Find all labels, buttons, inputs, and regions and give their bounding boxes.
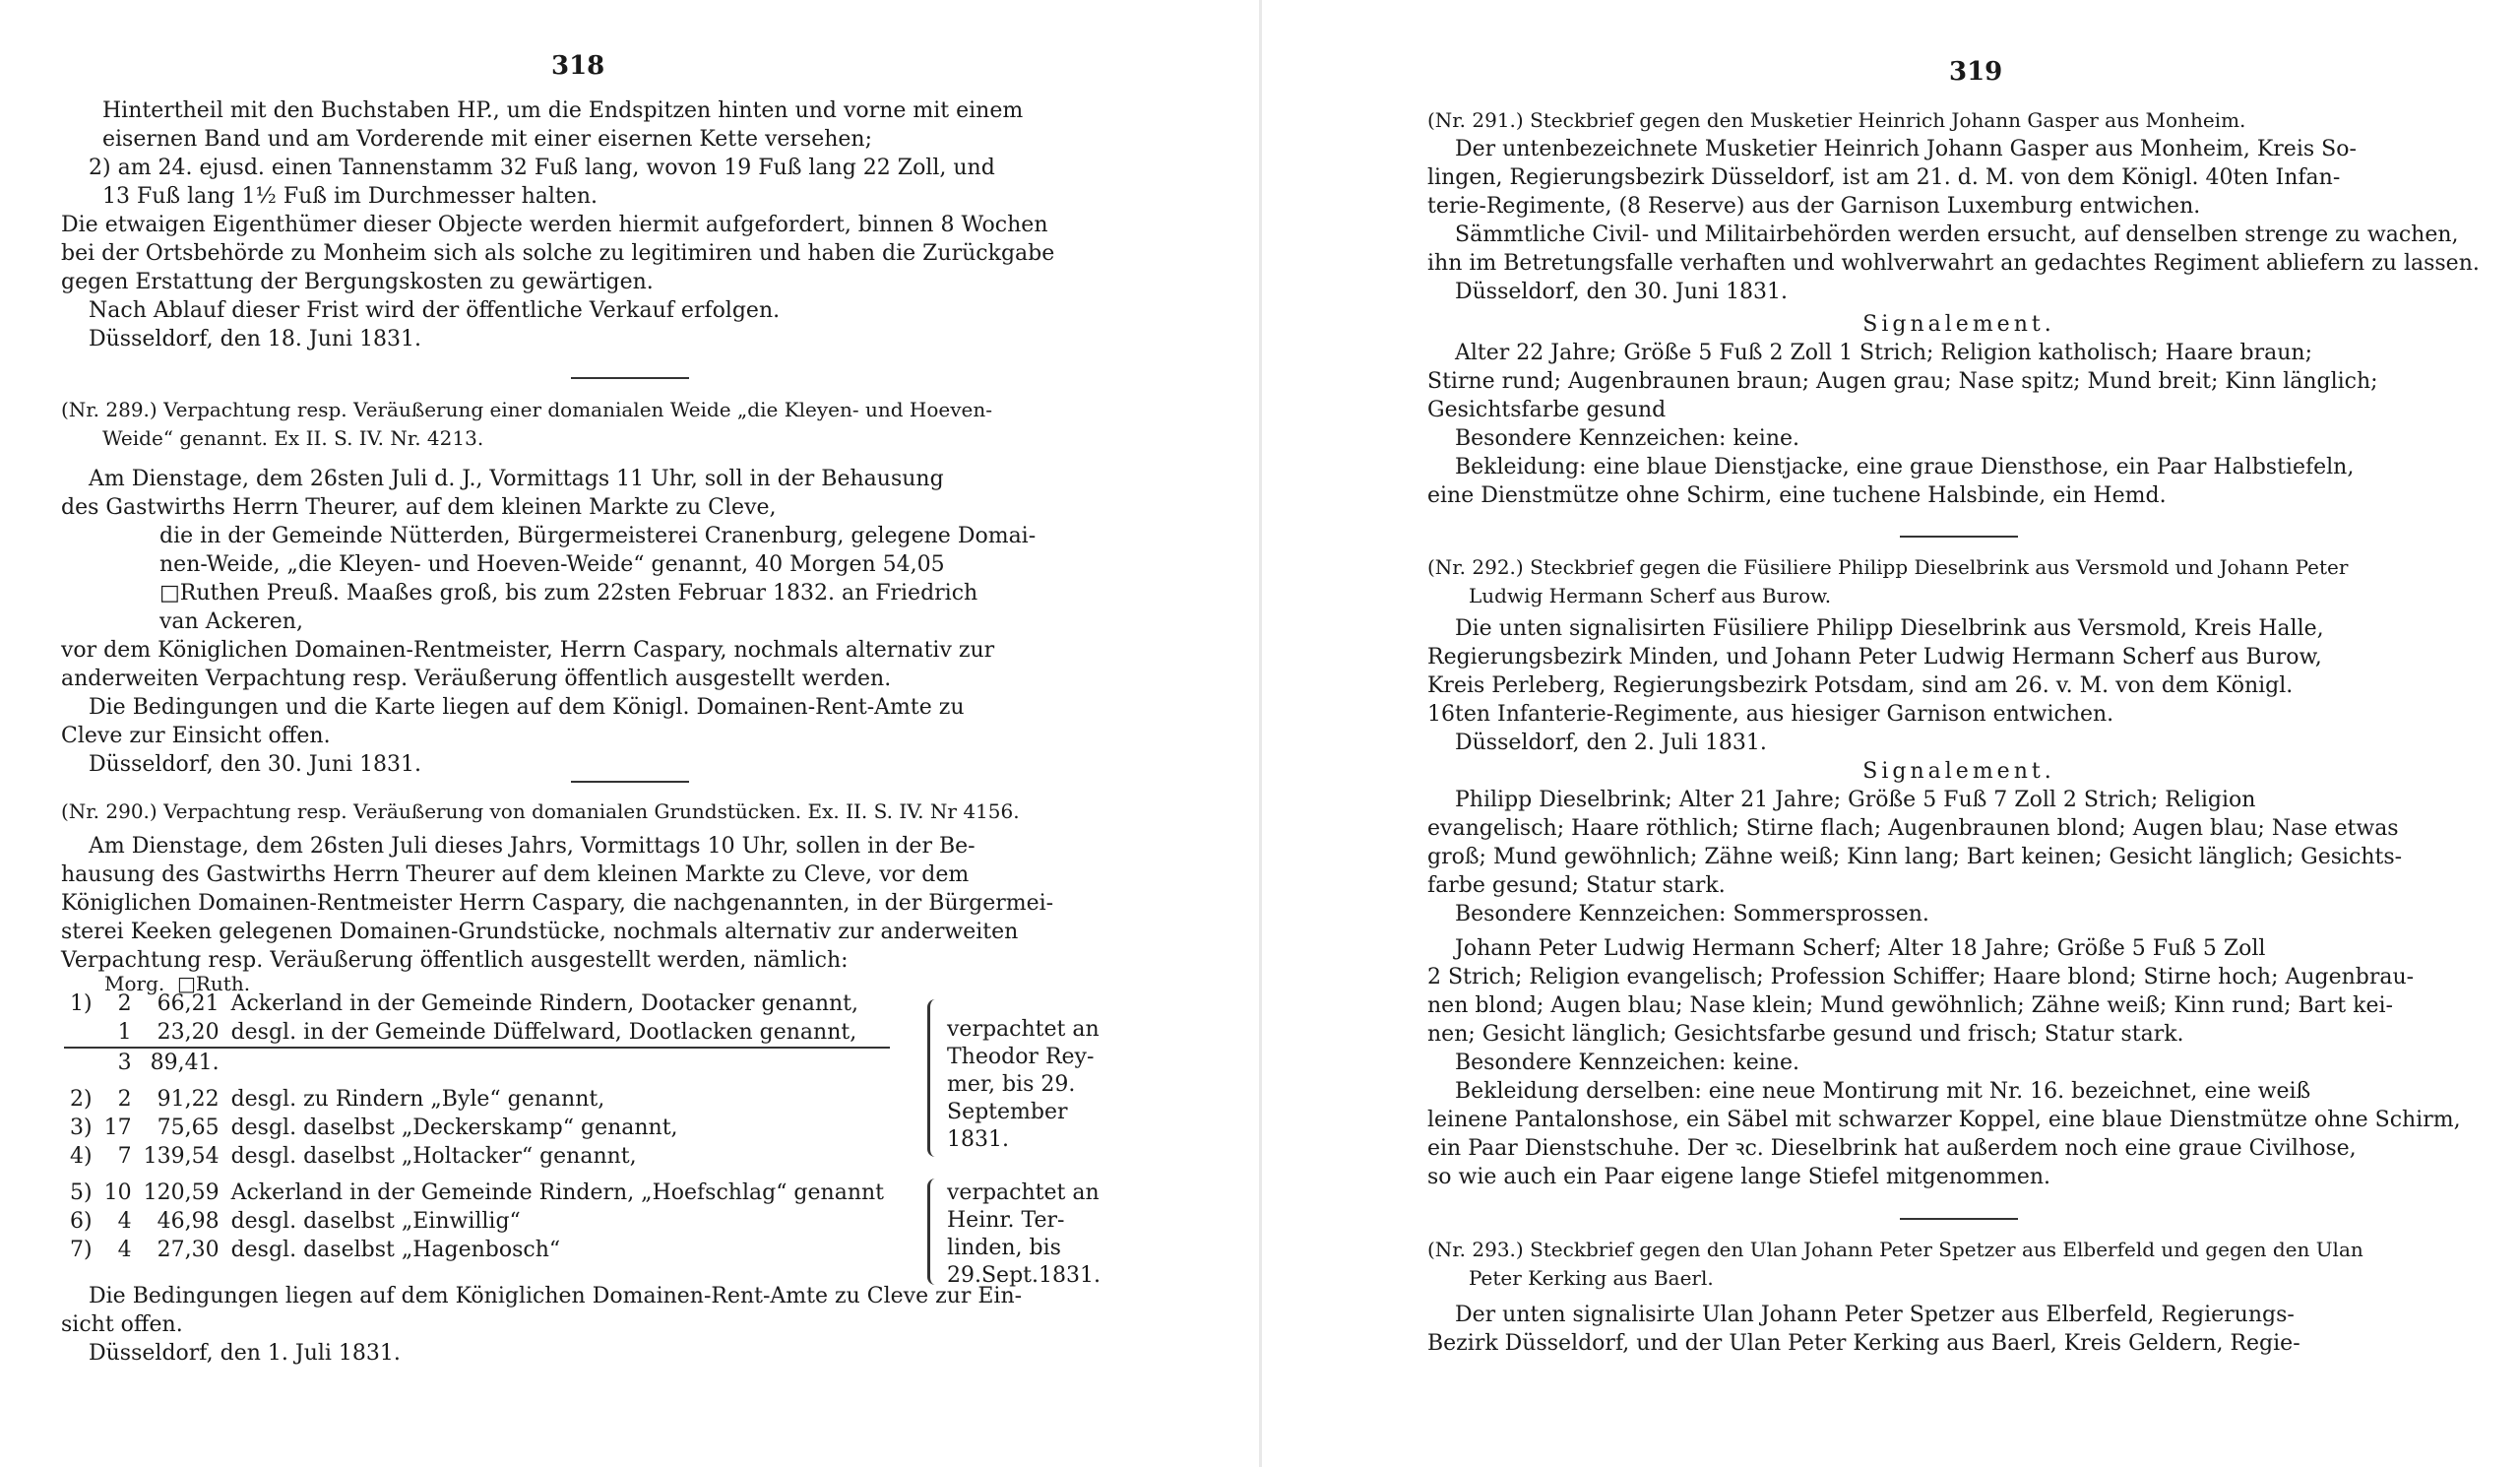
notice-heading: Peter Kerking aus Baerl. bbox=[1469, 1266, 1714, 1290]
text-line: sicht offen. bbox=[61, 1312, 183, 1337]
text-line: die in der Gemeinde Nütterden, Bürgermeisterei Cranenburg, gelegene Domai- bbox=[159, 524, 1037, 548]
separator-rule bbox=[1900, 536, 2018, 538]
text-line: Besondere Kennzeichen: keine. bbox=[1455, 426, 1800, 451]
text-line: ihn im Betretungsfalle verhaften und wohlverwahrt an gedachtes Regiment abliefern zu lassen. bbox=[1427, 251, 2480, 276]
text-line: ein Paar Dienstschuhe. Der ꝛc. Dieselbrink hat außerdem noch eine graue Civilhose, bbox=[1427, 1136, 2357, 1161]
text-line: so wie auch ein Paar eigene lange Stiefel mitgenommen. bbox=[1427, 1165, 2051, 1189]
text-line: des Gastwirths Herrn Theurer, auf dem kleinen Markte zu Cleve, bbox=[61, 495, 777, 520]
notice-292 bbox=[1427, 553, 2490, 1191]
table-row bbox=[64, 1048, 890, 1077]
notice-heading: (Nr. 290.) Verpachtung resp. Veräußerung von domanialen Grundstücken. Ex. II. S. IV. Nr 4156. bbox=[61, 799, 1020, 823]
notice-heading: Ludwig Hermann Scherf aus Burow. bbox=[1469, 584, 1832, 607]
lot-number: 7) bbox=[70, 1238, 93, 1262]
lot-number: 5) bbox=[70, 1180, 93, 1205]
cell-morgen: 3 bbox=[117, 1051, 132, 1075]
cell-morgen: 7 bbox=[117, 1144, 132, 1169]
text-line: Sämmtliche Civil- und Militairbehörden werden ersucht, auf denselben strenge zu wachen, bbox=[1455, 223, 2459, 247]
text-line: 2 Strich; Religion evangelisch; Profession Schiffer; Haare blond; Stirne hoch; Augenbrau- bbox=[1427, 965, 2415, 989]
text-line: Stirne rund; Augenbraunen braun; Augen grau; Nase spitz; Mund breit; Kinn länglich; bbox=[1427, 369, 2378, 394]
text-line: Philipp Dieselbrink; Alter 21 Jahre; Größe 5 Fuß 7 Zoll 2 Strich; Religion bbox=[1455, 788, 2256, 812]
page-number-left: 318 bbox=[551, 51, 605, 81]
text-line: hausung des Gastwirths Herrn Theurer auf dem kleinen Markte zu Cleve, vor dem bbox=[61, 862, 970, 887]
cell-morgen: 2 bbox=[117, 991, 132, 1016]
text-line: Der unten signalisirte Ulan Johann Peter Spetzer aus Elberfeld, Regierungs- bbox=[1455, 1303, 2295, 1327]
lessee-note-a: verpachtet an Theodor Rey- mer, bis 29. September 1831. bbox=[947, 1017, 1100, 1152]
dateline: Düsseldorf, den 2. Juli 1831. bbox=[1455, 731, 1767, 755]
cell-morgen: 17 bbox=[103, 1116, 132, 1140]
text-line: Hintertheil mit den Buchstaben HP., um die Endspitzen hinten und vorne mit einem bbox=[102, 98, 1024, 123]
text-line: Am Dienstage, dem 26sten Juli dieses Jahrs, Vormittags 10 Uhr, sollen in der Be- bbox=[89, 834, 976, 859]
lots-table bbox=[64, 989, 890, 1264]
table-row bbox=[64, 1142, 890, 1171]
cell-ruthen: 66,21 bbox=[157, 991, 220, 1016]
text-line: Die Bedingungen und die Karte liegen auf dem Königl. Domainen-Rent-Amte zu bbox=[89, 695, 965, 720]
text-line: Johann Peter Ludwig Hermann Scherf; Alter 18 Jahre; Größe 5 Fuß 5 Zoll bbox=[1455, 936, 2266, 961]
text-line: leinene Pantalonshose, ein Säbel mit schwarzer Koppel, eine blaue Dienstmütze ohne Schirm, bbox=[1427, 1108, 2461, 1132]
dateline: Düsseldorf, den 30. Juni 1831. bbox=[1455, 280, 1789, 304]
text-line: bei der Ortsbehörde zu Monheim sich als solche zu legitimiren und haben die Zurückgabe bbox=[61, 241, 1055, 266]
dateline: Düsseldorf, den 18. Juni 1831. bbox=[89, 327, 422, 351]
text-line: 13 Fuß lang 1½ Fuß im Durchmesser halten. bbox=[102, 184, 598, 209]
lot-number: 2) bbox=[70, 1087, 93, 1112]
text-line: Cleve zur Einsicht offen. bbox=[61, 724, 331, 748]
text-line: sterei Keeken gelegenen Domainen-Grundstücke, nochmals alternativ zur anderweiten bbox=[61, 920, 1019, 944]
lot-number bbox=[64, 1048, 98, 1077]
text-line: farbe gesund; Statur stark. bbox=[1427, 873, 1726, 898]
brace bbox=[927, 1179, 940, 1285]
cell-ruthen: 27,30 bbox=[157, 1238, 220, 1262]
notice-291 bbox=[1427, 106, 2490, 510]
notice-293 bbox=[1427, 1236, 2363, 1358]
closing-290 bbox=[61, 1282, 1022, 1368]
cell-description: Ackerland in der Gemeinde Rindern, „Hoefschlag“ genannt bbox=[230, 1180, 884, 1205]
text-line: vor dem Königlichen Domainen-Rentmeister, Herrn Caspary, nochmals alternativ zur bbox=[61, 638, 995, 663]
dateline: Düsseldorf, den 30. Juni 1831. bbox=[89, 752, 422, 777]
cell-ruthen: 89,41. bbox=[150, 1051, 220, 1075]
text-line: 16ten Infanterie-Regimente, aus hiesiger Garnison entwichen. bbox=[1427, 702, 2114, 727]
table-row bbox=[64, 1114, 890, 1142]
text-line: lingen, Regierungsbezirk Düsseldorf, ist am 21. d. M. von dem Königl. 40ten Infan- bbox=[1427, 165, 2341, 190]
cell-ruthen: 75,65 bbox=[157, 1116, 220, 1140]
col-morgen: Morg. bbox=[104, 972, 165, 995]
cell-ruthen: 91,22 bbox=[157, 1087, 220, 1112]
signalement-title: Signalement. bbox=[1862, 312, 2055, 337]
text-line: Die etwaigen Eigenthümer dieser Objecte werden hiermit aufgefordert, binnen 8 Wochen bbox=[61, 213, 1048, 237]
cell-morgen: 4 bbox=[117, 1209, 132, 1234]
dateline: Düsseldorf, den 1. Juli 1831. bbox=[89, 1341, 401, 1366]
table-row bbox=[64, 989, 890, 1018]
text-line: Besondere Kennzeichen: Sommersprossen. bbox=[1455, 902, 1929, 926]
text-line: Königlichen Domainen-Rentmeister Herrn Caspary, die nachgenannten, in der Bürgermei- bbox=[61, 891, 1054, 916]
text-line: nen; Gesicht länglich; Gesichtsfarbe gesund und frisch; Statur stark. bbox=[1427, 1022, 2184, 1047]
cell-morgen: 2 bbox=[117, 1087, 132, 1112]
table-row bbox=[64, 1236, 890, 1264]
cell-ruthen: 23,20 bbox=[157, 1020, 220, 1045]
table-row bbox=[64, 1018, 890, 1048]
notice-heading: (Nr. 292.) Steckbrief gegen die Füsiliere Philipp Dieselbrink aus Versmold und Johann Peter bbox=[1427, 555, 2349, 579]
cell-description: Ackerland in der Gemeinde Rindern, Dootacker genannt, bbox=[230, 991, 859, 1016]
notice-heading: (Nr. 293.) Steckbrief gegen den Ulan Johann Peter Spetzer aus Elberfeld und gegen den Ulan bbox=[1427, 1238, 2363, 1261]
cell-ruthen: 120,59 bbox=[143, 1180, 220, 1205]
text-line: Der untenbezeichnete Musketier Heinrich Johann Gasper aus Monheim, Kreis So- bbox=[1455, 137, 2357, 161]
text-line: Am Dienstage, dem 26sten Juli d. J., Vormittags 11 Uhr, soll in der Behausung bbox=[89, 467, 944, 491]
cell-description: desgl. daselbst „Deckerskamp“ genannt, bbox=[230, 1116, 678, 1140]
right-page bbox=[1260, 0, 2520, 1467]
lessee-note-b: verpachtet an Heinr. Ter- linden, bis 29.Sept.1831. bbox=[947, 1180, 1101, 1288]
notice-heading: Weide“ genannt. Ex II. S. IV. Nr. 4213. bbox=[102, 426, 484, 450]
notice-290 bbox=[61, 797, 1053, 975]
cell-description: desgl. zu Rindern „Byle“ genannt, bbox=[230, 1087, 605, 1112]
text-line: nen-Weide, „die Kleyen- und Hoeven-Weide“ genannt, 40 Morgen 54,05 bbox=[159, 552, 945, 577]
lot-number: 6) bbox=[70, 1209, 93, 1234]
notice-heading: (Nr. 291.) Steckbrief gegen den Musketier Heinrich Johann Gasper aus Monheim. bbox=[1427, 108, 2246, 132]
cell-description: desgl. in der Gemeinde Düffelward, Dootlacken genannt, bbox=[230, 1020, 857, 1045]
text-line: Gesichtsfarbe gesund bbox=[1427, 398, 1667, 422]
text-line: Alter 22 Jahre; Größe 5 Fuß 2 Zoll 1 Strich; Religion katholisch; Haare braun; bbox=[1455, 341, 2312, 365]
text-line: nen blond; Augen blau; Nase klein; Mund gewöhnlich; Zähne weiß; Kinn rund; Bart kei- bbox=[1427, 993, 2393, 1018]
lot-number: 3) bbox=[70, 1116, 93, 1140]
text-line: terie-Regimente, (8 Reserve) aus der Garnison Luxemburg entwichen. bbox=[1427, 194, 2201, 219]
lot-number: 1) bbox=[70, 991, 93, 1016]
cell-morgen: 1 bbox=[117, 1020, 132, 1045]
separator-rule bbox=[571, 377, 689, 379]
notice-289 bbox=[61, 396, 1036, 779]
table-row bbox=[64, 1171, 890, 1207]
cell-description: desgl. daselbst „Hagenbosch“ bbox=[230, 1238, 561, 1262]
cell-morgen: 10 bbox=[103, 1180, 132, 1205]
page-number-right: 319 bbox=[1949, 57, 2003, 87]
text-line: Besondere Kennzeichen: keine. bbox=[1455, 1051, 1800, 1075]
cell-morgen: 4 bbox=[117, 1238, 132, 1262]
cell-description bbox=[225, 1048, 890, 1077]
text-line: Verpachtung resp. Veräußerung öffentlich ausgestellt werden, nämlich: bbox=[61, 948, 849, 973]
lot-number bbox=[64, 1018, 98, 1048]
text-line: Die Bedingungen liegen auf dem Königlichen Domainen-Rent-Amte zu Cleve zur Ein- bbox=[89, 1284, 1023, 1308]
text-line: gegen Erstattung der Bergungskosten zu gewärtigen. bbox=[61, 270, 654, 294]
text-line: Bezirk Düsseldorf, und der Ulan Peter Kerking aus Baerl, Kreis Geldern, Regie- bbox=[1427, 1331, 2300, 1356]
signalement-title: Signalement. bbox=[1862, 759, 2055, 784]
text-line: eine Dienstmütze ohne Schirm, eine tuchene Halsbinde, ein Hemd. bbox=[1427, 483, 2167, 508]
lot-number: 4) bbox=[70, 1144, 93, 1169]
text-line: groß; Mund gewöhnlich; Zähne weiß; Kinn lang; Bart keinen; Gesicht länglich; Gesichts- bbox=[1427, 845, 2403, 869]
table-row bbox=[64, 1207, 890, 1236]
brace bbox=[927, 999, 940, 1157]
separator-rule bbox=[571, 781, 689, 783]
text-line: anderweiten Verpachtung resp. Veräußerung öffentlich ausgestellt werden. bbox=[61, 667, 892, 691]
text-line: Bekleidung derselben: eine neue Montirung mit Nr. 16. bezeichnet, eine weiß bbox=[1455, 1079, 2311, 1104]
text-line: Nach Ablauf dieser Frist wird der öffentliche Verkauf erfolgen. bbox=[89, 298, 781, 323]
table-row bbox=[64, 1077, 890, 1114]
text-line: eisernen Band und am Vorderende mit einer eisernen Kette versehen; bbox=[102, 127, 872, 152]
text-line: □Ruthen Preuß. Maaßes groß, bis zum 22sten Februar 1832. an Friedrich bbox=[159, 581, 978, 606]
cell-description: desgl. daselbst „Einwillig“ bbox=[230, 1209, 521, 1234]
notice-heading: (Nr. 289.) Verpachtung resp. Veräußerung einer domanialen Weide „die Kleyen- und Hoeven- bbox=[61, 398, 993, 421]
cell-description: desgl. daselbst „Holtacker“ genannt, bbox=[230, 1144, 637, 1169]
text-line: evangelisch; Haare röthlich; Stirne flach; Augenbraunen blond; Augen blau; Nase etwas bbox=[1427, 816, 2399, 841]
cell-ruthen: 46,98 bbox=[157, 1209, 220, 1234]
text-line: Regierungsbezirk Minden, und Johann Peter Ludwig Hermann Scherf aus Burow, bbox=[1427, 645, 2322, 670]
text-line: Bekleidung: eine blaue Dienstjacke, eine graue Diensthose, ein Paar Halbstiefeln, bbox=[1455, 455, 2355, 479]
text-line: van Ackeren, bbox=[159, 609, 303, 634]
text-line: Kreis Perleberg, Regierungsbezirk Potsdam, sind am 26. v. M. von dem Königl. bbox=[1427, 673, 2294, 698]
separator-rule bbox=[1900, 1218, 2018, 1220]
intro-section bbox=[61, 96, 1054, 353]
cell-ruthen: 139,54 bbox=[143, 1144, 220, 1169]
col-ruthen: □Ruth. bbox=[176, 972, 251, 995]
text-line: Die unten signalisirten Füsiliere Philipp Dieselbrink aus Versmold, Kreis Halle, bbox=[1455, 616, 2324, 641]
text-line: 2) am 24. ejusd. einen Tannenstamm 32 Fuß lang, wovon 19 Fuß lang 22 Zoll, und bbox=[89, 156, 995, 180]
